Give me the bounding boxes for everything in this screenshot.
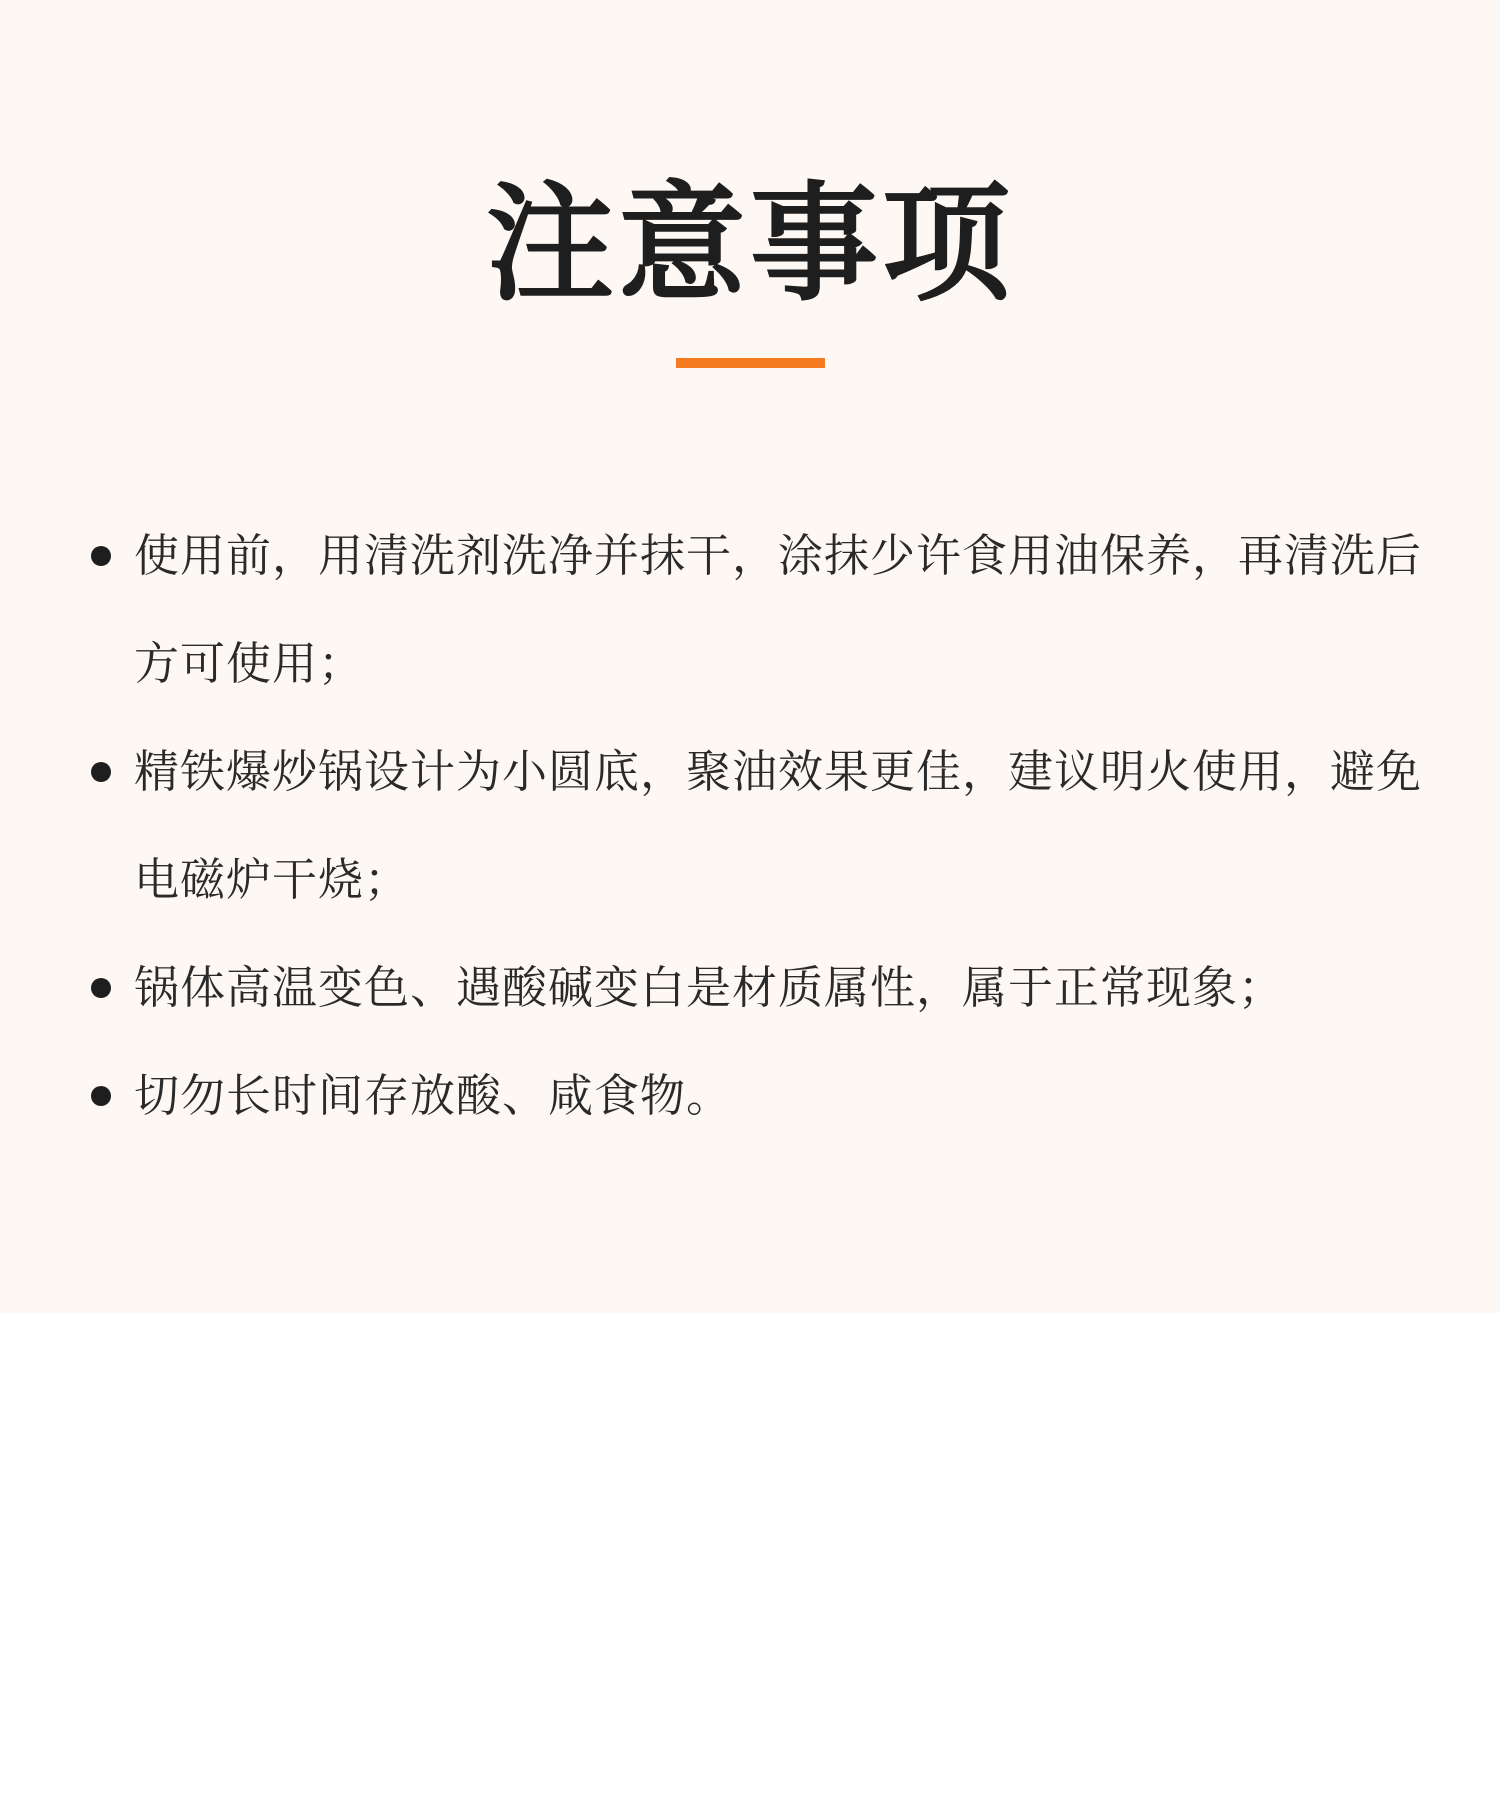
page-title: 注意事项 xyxy=(485,170,1014,319)
note-item xyxy=(86,934,1426,1042)
note-item xyxy=(86,502,1426,718)
note-text: 锅体高温变色、遇酸碱变白是材质属性，属于正常现象； xyxy=(134,961,1285,1014)
bullet-dot-icon xyxy=(91,546,111,566)
note-text: 切勿长时间存放酸、咸食物。 xyxy=(134,1069,733,1122)
note-item xyxy=(86,1042,1426,1150)
note-text: 精铁爆炒锅设计为小圆底，聚油效果更佳，建议明火使用，避免电磁炉干烧； xyxy=(134,745,1423,906)
bullet-dot-icon xyxy=(91,978,111,998)
note-item xyxy=(86,718,1426,934)
bullet-dot-icon xyxy=(91,762,111,782)
title-underline xyxy=(676,358,825,368)
notes-list xyxy=(86,502,1426,1150)
bullet-dot-icon xyxy=(91,1086,111,1106)
note-text: 使用前，用清洗剂洗净并抹干，涂抹少许食用油保养，再清洗后方可使用； xyxy=(134,529,1423,690)
